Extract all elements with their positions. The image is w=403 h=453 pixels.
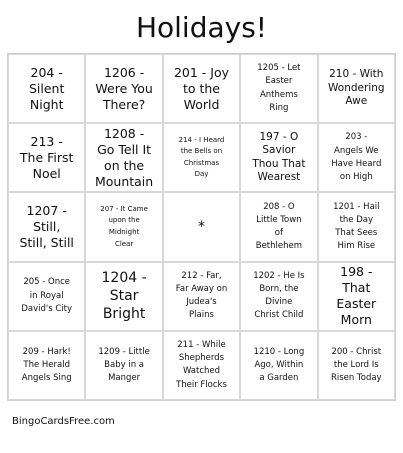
bingo-cell[interactable] xyxy=(163,123,240,192)
bingo-cell[interactable] xyxy=(240,192,317,261)
bingo-cell[interactable] xyxy=(240,54,317,123)
bingo-cell[interactable] xyxy=(85,54,162,123)
bingo-cell[interactable] xyxy=(8,331,85,400)
bingo-cell[interactable] xyxy=(85,331,162,400)
bingo-grid xyxy=(7,53,396,401)
bingo-cell[interactable] xyxy=(85,262,162,331)
cell-label: 1205 - Let Easter Anthems Ring xyxy=(257,63,301,113)
free-space-star: * xyxy=(197,218,205,235)
bingo-cell[interactable] xyxy=(8,262,85,331)
cell-label: 1209 - Little Baby in a Manger xyxy=(98,346,150,383)
bingo-cell[interactable] xyxy=(85,192,162,261)
cell-label: 212 - Far, Far Away on Judea's Plains xyxy=(175,270,228,321)
cell-label: 1204 - Star Bright xyxy=(101,269,147,323)
cell-label: 203 - Angels We Have Heard on High xyxy=(331,132,382,182)
bingo-cell[interactable] xyxy=(163,54,240,123)
cell-label: 200 - Christ the Lord Is Risen Today xyxy=(330,346,382,383)
cell-label: 197 - O Savior Thou That Wearest xyxy=(252,130,306,184)
cell-label: 209 - Hark! The Herald Angels Sing xyxy=(21,346,72,383)
cell-label: 211 - While Shepherds Watched Their Flocks xyxy=(176,340,227,390)
cell-label: 1201 - Hail the Day That Sees Him Rise xyxy=(333,201,380,252)
cell-label: 207 - It Came upon the Midnight Clear xyxy=(100,204,148,248)
free-space-cell[interactable] xyxy=(163,192,240,261)
bingo-cell[interactable] xyxy=(8,123,85,192)
cell-label: 198 - That Easter Morn xyxy=(336,264,377,328)
cell-label: 208 - O Little Town of Bethlehem xyxy=(255,201,303,252)
bingo-cell[interactable] xyxy=(318,331,395,400)
bingo-cell[interactable] xyxy=(240,262,317,331)
bingo-cell[interactable] xyxy=(318,123,395,192)
cell-label: 214 - I Heard the Bells on Christmas Day xyxy=(178,135,225,179)
bingo-cell[interactable] xyxy=(85,123,162,192)
bingo-cell[interactable] xyxy=(240,331,317,400)
card-title: Holidays! xyxy=(135,11,268,44)
cell-label: 210 - With Wondering Awe xyxy=(328,68,385,108)
cell-label: 201 - Joy to the World xyxy=(173,64,230,112)
bingo-cell[interactable] xyxy=(318,192,395,261)
bingo-cell[interactable] xyxy=(8,192,85,261)
bingo-cell[interactable] xyxy=(240,123,317,192)
cell-label: 1202 - He Is Born, the Divine Christ Child xyxy=(253,270,305,321)
cell-label: 1208 - Go Tell It on the Mountain xyxy=(94,125,154,189)
bingo-cell[interactable] xyxy=(163,262,240,331)
bingo-cell[interactable] xyxy=(163,331,240,400)
cell-label: 1206 - Were You There? xyxy=(95,64,153,112)
cell-label: 1210 - Long Ago, Within a Garden xyxy=(253,346,305,383)
cell-label: 204 - Silent Night xyxy=(28,64,65,112)
cell-label: 213 - The First Noel xyxy=(19,133,74,181)
bingo-cell[interactable] xyxy=(318,54,395,123)
bingo-cell[interactable] xyxy=(8,54,85,123)
footer-credit: BingoCardsFree.com xyxy=(12,416,115,427)
cell-label: 205 - Once in Royal David's City xyxy=(21,277,73,314)
bingo-cell[interactable] xyxy=(318,262,395,331)
cell-label: 1207 - Still, Still, Still xyxy=(19,202,74,250)
